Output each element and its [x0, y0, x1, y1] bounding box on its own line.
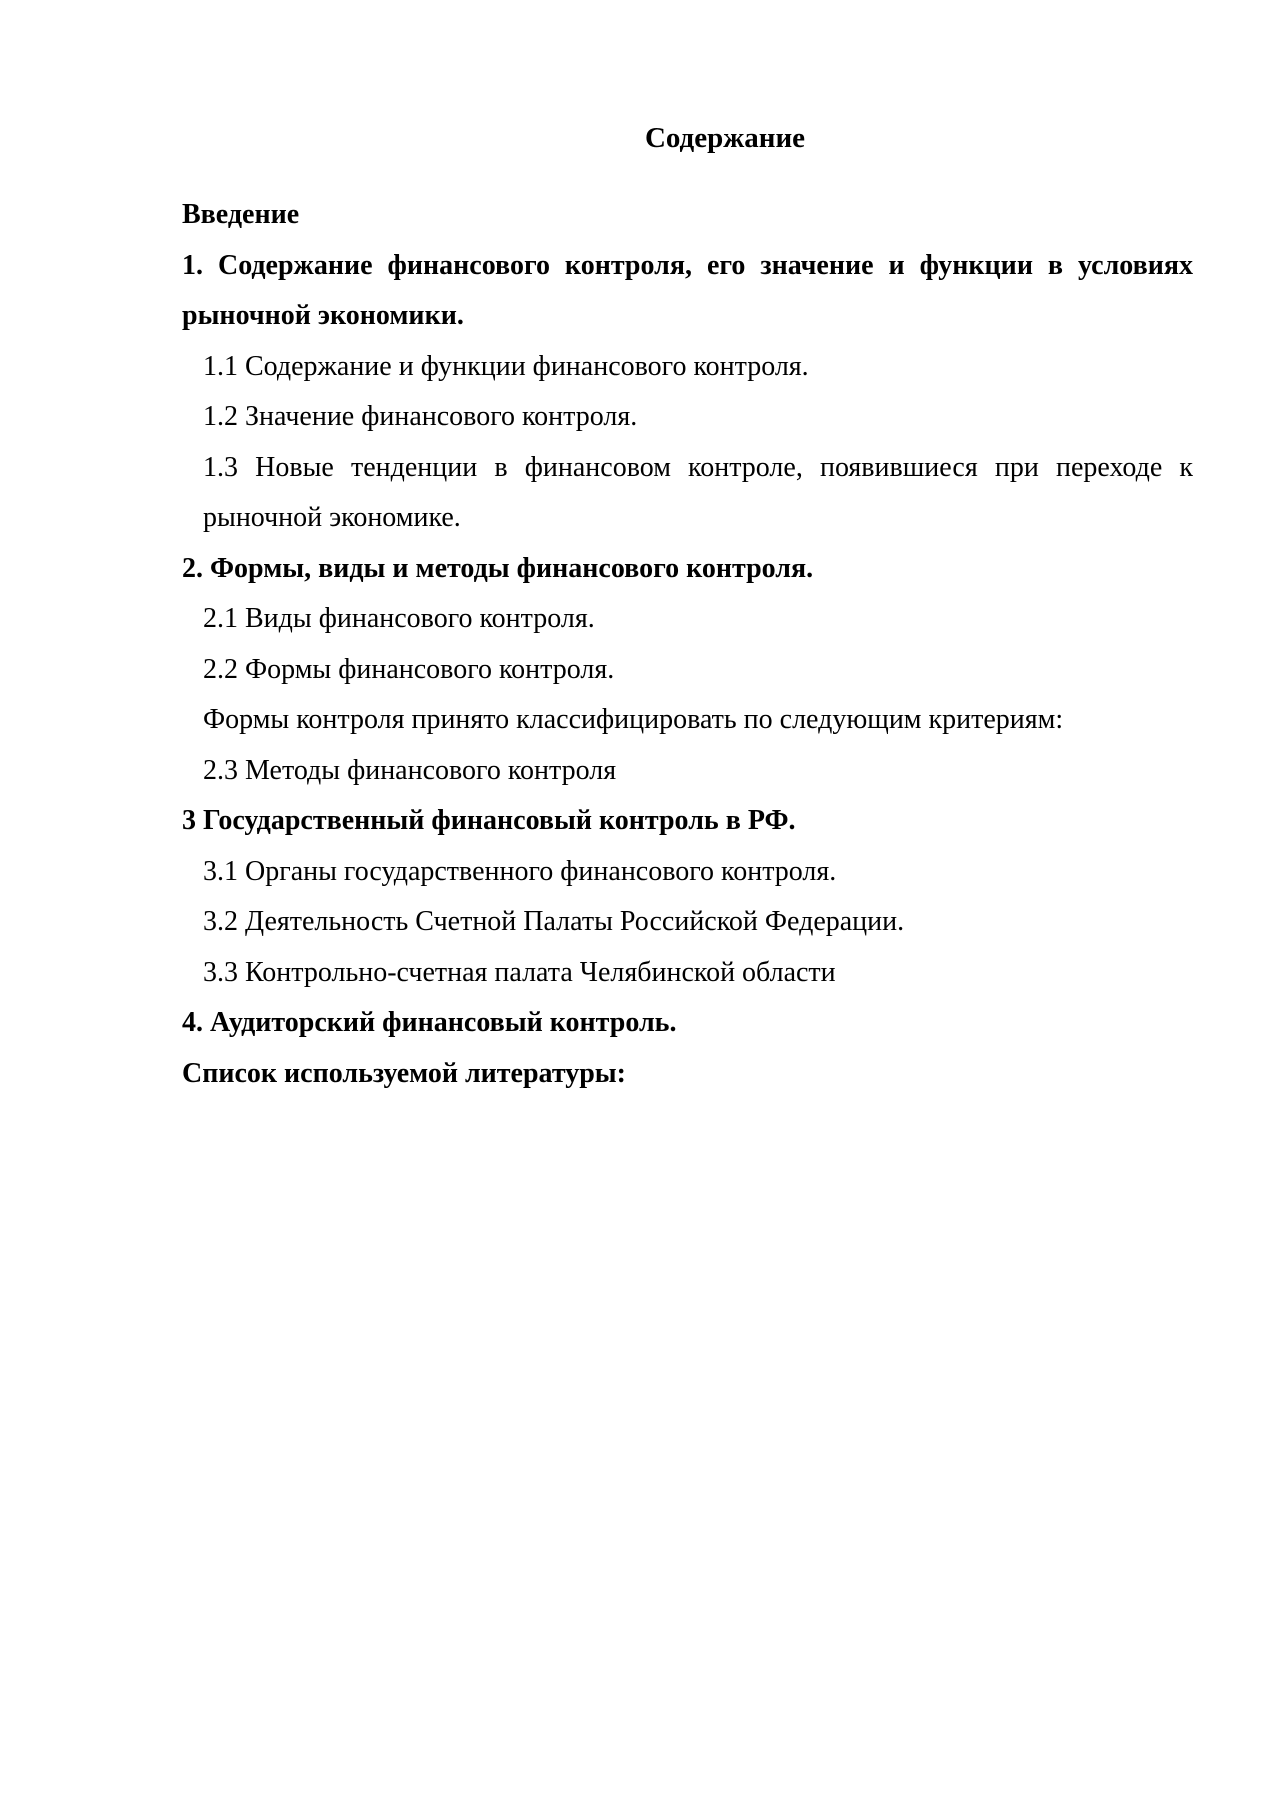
toc-entry-section-3-2: 3.2 Деятельность Счетной Палаты Российской Федерации.	[203, 906, 905, 937]
toc-entry-introduction: Введение	[182, 199, 300, 230]
toc-entry-section-3-3: 3.3 Контрольно-счетная палата Челябинской области	[203, 956, 836, 988]
toc-entry-section-2-1: 2.1 Виды финансового контроля.	[203, 603, 595, 634]
table-of-contents	[182, 190, 1193, 1099]
toc-entry-section-1-3: 1.3 Новые тенденции в финансовом контроле, появившиеся при переходе к рыночной экономике.	[203, 451, 1193, 533]
page-title: Содержание	[644, 122, 806, 154]
toc-entry-chapter-4: 4. Аудиторский финансовый контроль.	[182, 1007, 677, 1038]
toc-entry-forms-criteria: Формы контроля принято классифицировать по следующим критериям:	[203, 704, 1064, 735]
toc-entry-section-2-3: 2.3 Методы финансового контроля	[203, 754, 617, 786]
toc-entry-section-1-2: 1.2 Значение финансового контроля.	[203, 401, 638, 432]
toc-entry-chapter-2: 2. Формы, виды и методы финансового контроля.	[182, 552, 814, 584]
toc-entry-bibliography: Список используемой литературы:	[182, 1057, 626, 1089]
toc-entry-section-1-1: 1.1 Содержание и функции финансового контроля.	[203, 350, 809, 382]
toc-entry-section-3-1: 3.1 Органы государственного финансового контроля.	[203, 855, 837, 887]
toc-entry-chapter-3: 3 Государственный финансовый контроль в РФ.	[182, 805, 796, 836]
toc-entry-chapter-1: 1. Содержание финансового контроля, его значение и функции в условиях рыночной экономики.	[182, 249, 1193, 331]
toc-entry-section-2-2: 2.2 Формы финансового контроля.	[203, 653, 615, 685]
